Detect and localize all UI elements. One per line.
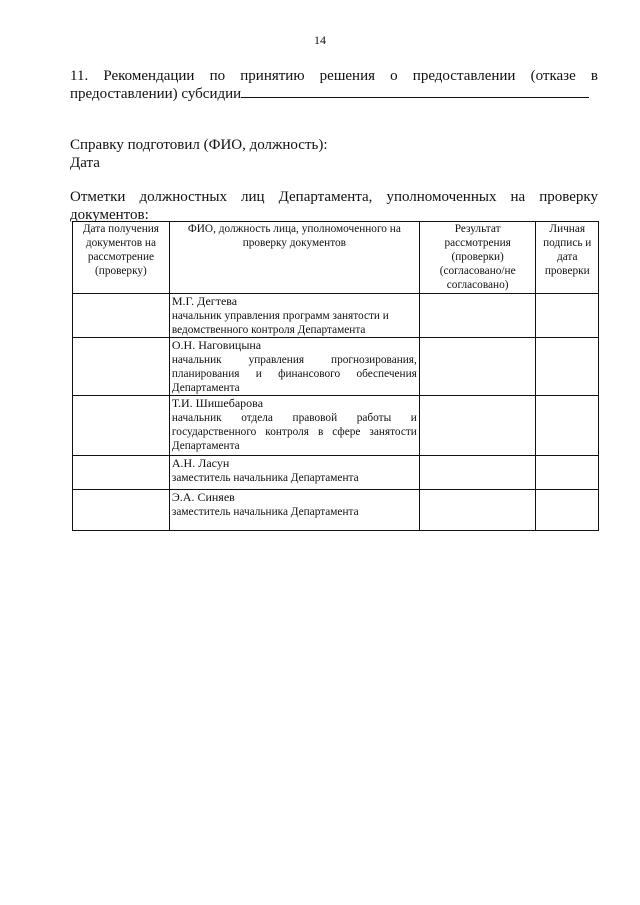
- official-position: начальник управления прогнозирования, планирования и финансового обеспечения Департамента: [171, 354, 417, 394]
- official-name: О.Н. Наговицына: [171, 338, 262, 352]
- table-row: [73, 456, 599, 490]
- official-name: Т.И. Шишебарова: [171, 396, 264, 410]
- official-position: заместитель начальника Департамента: [171, 506, 359, 518]
- official-name: А.Н. Ласун: [171, 456, 230, 470]
- signature-cell: [536, 396, 599, 456]
- marks-heading-line-1: Отметки должностных лиц Департамента, уполномоченных на проверку: [70, 189, 598, 205]
- date-cell: [73, 396, 170, 456]
- header-date-received: Дата получения документов на рассмотрение (проверку): [73, 222, 170, 294]
- official-cell: [169, 396, 419, 456]
- official-name: Э.А. Синяев: [171, 490, 235, 504]
- result-cell: [419, 338, 536, 396]
- official-position: начальник отдела правовой работы и государственного контроля в сфере занятости Департамента: [171, 412, 417, 452]
- result-cell: [419, 456, 536, 490]
- official-cell: [169, 338, 419, 396]
- item-11-line-1: 11. Рекомендации по принятию решения о предоставлении (отказе в: [70, 68, 598, 84]
- item-11-line-2-text: предоставлении) субсидии: [70, 86, 242, 102]
- table-row: [73, 490, 599, 531]
- header-signature: Личная подпись и дата проверки: [536, 222, 599, 294]
- date-label: Дата: [70, 155, 100, 171]
- signature-cell: [536, 338, 599, 396]
- date-cell: [73, 294, 170, 338]
- signature-cell: [536, 490, 599, 531]
- prepared-by-label: Справку подготовил (ФИО, должность):: [70, 137, 328, 153]
- result-cell: [419, 396, 536, 456]
- official-position: заместитель начальника Департамента: [171, 472, 359, 484]
- marks-heading-line-2: документов:: [70, 207, 149, 223]
- result-cell: [419, 490, 536, 531]
- item-11-recommendations: [70, 67, 598, 103]
- result-cell: [419, 294, 536, 338]
- official-position: начальник управления программ занятости и ведомственного контроля Департамента: [171, 310, 389, 336]
- item-11-line-2: [70, 85, 598, 103]
- signature-cell: [536, 456, 599, 490]
- table-header-row: [73, 222, 599, 294]
- header-official: ФИО, должность лица, уполномоченного на проверку документов: [169, 222, 419, 294]
- date-cell: [73, 456, 170, 490]
- official-cell: [169, 294, 419, 338]
- date-cell: [73, 338, 170, 396]
- table-row: [73, 396, 599, 456]
- table-row: [73, 338, 599, 396]
- header-result: Результат рассмотрения (проверки) (согласовано/не согласовано): [419, 222, 536, 294]
- prepared-by-block: [70, 136, 598, 172]
- date-cell: [73, 490, 170, 531]
- approvals-table: [72, 221, 599, 531]
- table-row: [73, 294, 599, 338]
- fill-in-line: [241, 85, 589, 98]
- official-cell: [169, 490, 419, 531]
- official-name: М.Г. Дегтева: [171, 294, 238, 308]
- page-number: 14: [314, 33, 326, 47]
- marks-heading: [70, 188, 598, 224]
- official-cell: [169, 456, 419, 490]
- signature-cell: [536, 294, 599, 338]
